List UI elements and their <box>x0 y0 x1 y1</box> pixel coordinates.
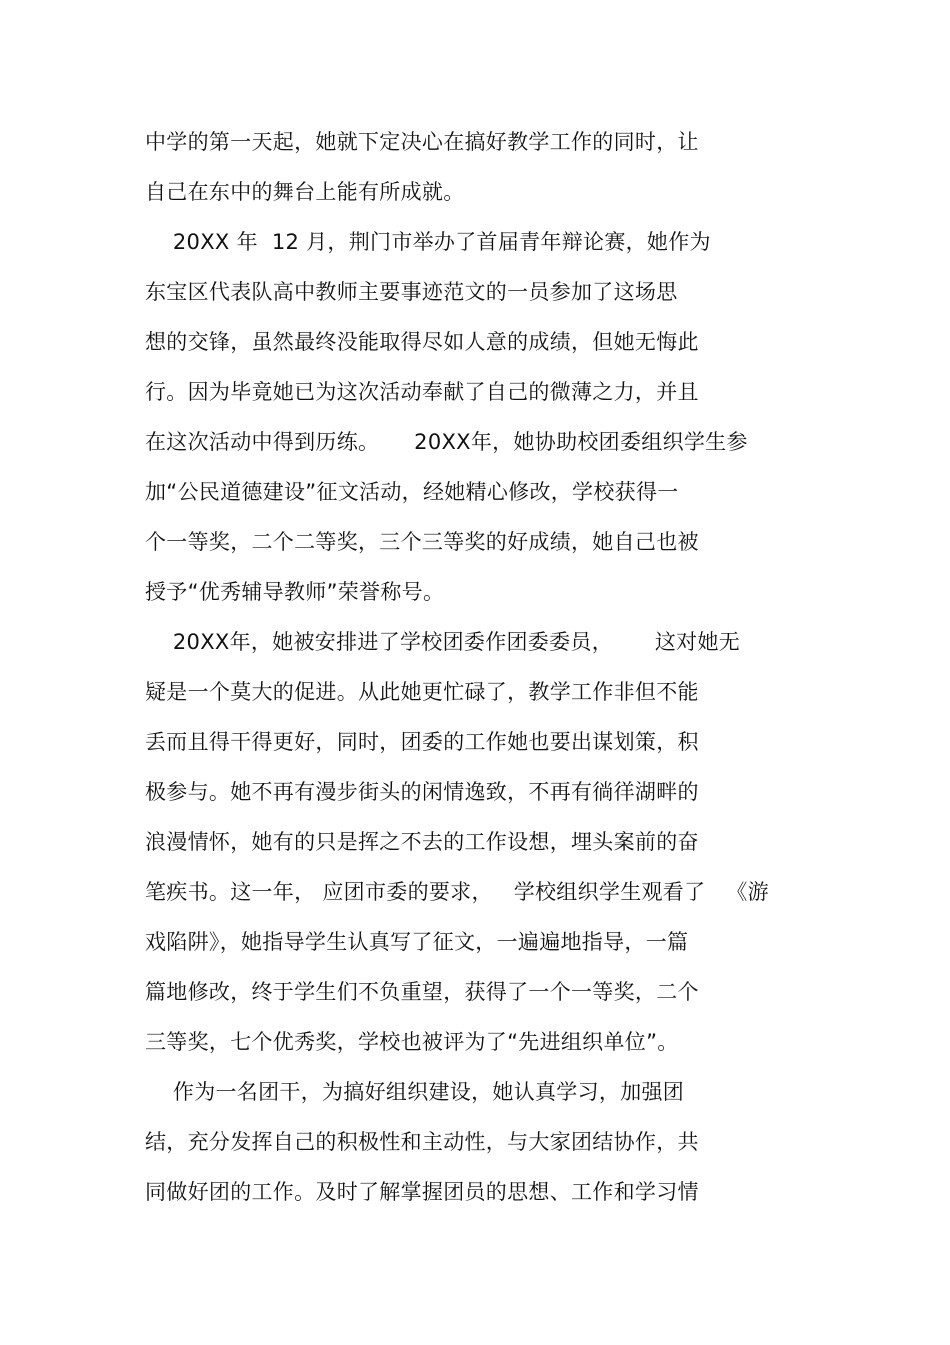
text-line: 笔疾书。这一年， 应团市委的要求， 学校组织学生观看了 《游 <box>145 880 769 904</box>
text-line: 东宝区代表队高中教师主要事迹范文的一员参加了这场思 <box>145 280 678 304</box>
text-line: 丢而且得干得更好，同时，团委的工作她也要出谋划策，积 <box>145 730 699 754</box>
text-line: 篇地修改，终于学生们不负重望，获得了一个一等奖，二个 <box>145 980 699 1004</box>
text-line: 戏陷阱》，她指导学生认真写了征文，一遍遍地指导，一篇 <box>145 930 689 954</box>
text-line: 个一等奖，二个二等奖，三个三等奖的好成绩，她自己也被 <box>145 530 699 554</box>
text-line: 结，充分发挥自己的积极性和主动性，与大家团结协作，共 <box>145 1130 699 1154</box>
text-line: 在这次活动中得到历练。 20XX年，她协助校团委组织学生参 <box>145 430 748 454</box>
text-line: 浪漫情怀，她有的只是挥之不去的工作设想，埋头案前的奋 <box>145 830 699 854</box>
text-line: 20XX年，她被安排进了学校团委作团委委员， 这对她无 <box>145 630 741 654</box>
text-line: 三等奖，七个优秀奖，学校也被评为了“先进组织单位”。 <box>145 1030 679 1054</box>
text-line: 疑是一个莫大的促进。从此她更忙碌了，教学工作非但不能 <box>145 680 699 704</box>
text-line: 20XX 年 12 月，荆门市举办了首届青年辩论赛，她作为 <box>145 230 711 254</box>
text-line: 作为一名团干，为搞好组织建设，她认真学习，加强团 <box>145 1080 685 1104</box>
text-line: 加“公民道德建设”征文活动，经她精心修改，学校获得一 <box>145 480 679 504</box>
text-line: 想的交锋，虽然最终没能取得尽如人意的成绩，但她无悔此 <box>145 330 699 354</box>
text-line: 授予“优秀辅导教师”荣誉称号。 <box>145 580 445 604</box>
text-line: 同做好团的工作。及时了解掌握团员的思想、工作和学习情 <box>145 1180 699 1204</box>
text-line: 中学的第一天起，她就下定决心在搞好教学工作的同时，让 <box>145 130 699 154</box>
text-line: 行。因为毕竟她已为这次活动奉献了自己的微薄之力，并且 <box>145 380 699 404</box>
text-line: 极参与。她不再有漫步街头的闲情逸致，不再有徜徉湖畔的 <box>145 780 699 804</box>
text-line: 自己在东中的舞台上能有所成就。 <box>145 180 465 204</box>
